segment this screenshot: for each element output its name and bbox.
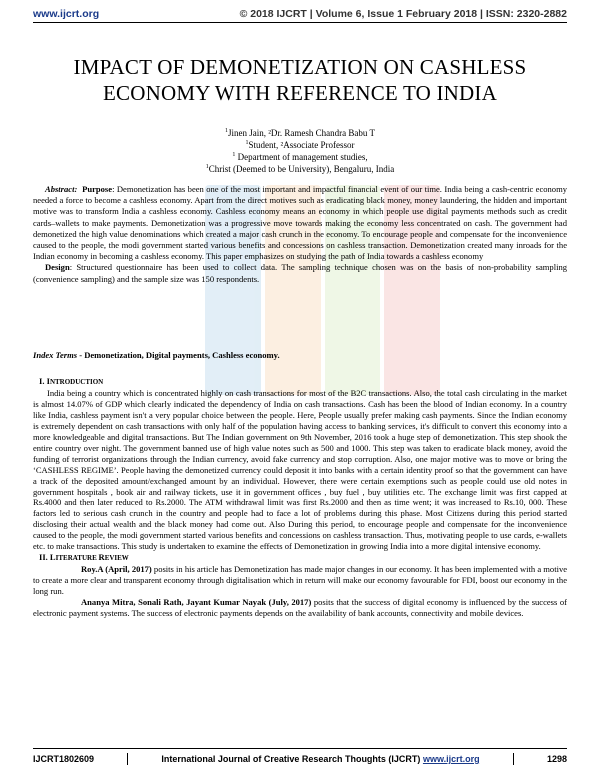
author-department: $^1$ Department of management studies, — [232, 152, 368, 162]
literature-paragraph-1: Roy.A (April, 2017) posits in his article has Demonetization has made major changes in our economy. It has been implemented with a motive to create a more clear and transparent economy through digitalisation which in return will make our economy favourable for FDI, boost our economy in the long run. — [33, 564, 568, 597]
header-site[interactable]: www.ijcrt.org — [33, 8, 100, 20]
literature-paragraph-2: Ananya Mitra, Sonali Rath, Jayant Kumar Nayak (July, 2017) posits that the success of digital economy is influenced by the success of electronic payment systems. The success of electronic payments depends on the availability of bank accounts, connectivity and mobile devices. — [33, 597, 567, 619]
footer-separator — [513, 753, 514, 765]
header-rule — [33, 22, 567, 23]
title-line-1: IMPACT OF DEMONETIZATION ON CASHLESS — [73, 55, 527, 79]
page-footer — [33, 752, 567, 766]
footer-url-link[interactable]: www.ijcrt.org — [422, 754, 480, 764]
title-line-2: ECONOMY WITH REFERENCE TO INDIA — [103, 81, 497, 105]
abstract-design: Design: Structured questionnaire has been used to collect data. The sampling technique chosen was on the basis of non-probability sampling (convenience sampling) and the sample size was 150 respondents. — [33, 262, 567, 284]
footer-journal: International Journal of Creative Research Thoughts (IJCRT) www.ijcrt.org — [161, 754, 480, 764]
footer-page-number: 1298 — [546, 754, 567, 764]
section-heading-introduction: I. INTRODUCTION — [39, 376, 104, 386]
introduction-paragraph: India being a country which is concentrated highly on cash transactions for most of the B2C transactions. Also, the total cash circulating in the market is almost 14.07% of GDP which clearly indicated the dependency of India on cash transactions. Cash has been the blood of Indian economy. In a country like India, cashless payment isn't a very popular choice between the people. Here, People usually prefer making cash payments. Since the Indian economy is extremely dependent on cash transactions with only half of the population having access to banking services, it's difficult to convert this economy into a more knowledgeable and digital transactions. But The Indian government on 9th November, 2016 took a huge step of demonetization. This step shook the entire country over night. The government banned use of high value notes such as 500 and 1000. This step was taken to eradicate black money, avoid the funding of terrorist organizations through the Indian currency, avoid fake currency and stop corruption. Also, one major motive was to move or bring the ‘CASHLESS REGIME’. People having the demonetized currency could deposit it into banks with a certain identity proof so that the government can have a track of the deposited amount/exchanged amount by an individual. However, there were certain exemptions such as people could use old notes in government hospitals , book air and railway tickets, use it in government offices , buy fuel , buy utilities etc. The exchange limit was first capped at Rs.4000 and then later reduced to Rs.2000. The ATM withdrawal limit was first Rs.2000 and then as time went; it was increased to Rs.10, 000. These factors led to serious cash crunch in the country and people had to face a lot of problems during this phase. Most Citizens during this period started disclosing their actual wealth and the black money had come out. Also During this period, to encourage people and compensate for the inconvenience caused to the people, the modi government started various benefits and concessions on cashless transaction. Thus, motivating people to use cards, e-wallets etc. to make transactions. This study is undertaken to examine the effects of Demonetization in growing India into a more digital intensive economy. — [33, 387, 567, 552]
index-terms: Index Terms - Demonetization, Digital payments, Cashless economy. — [33, 350, 280, 360]
header-issue-line: © 2018 IJCRT | Volume 6, Issue 1 February 2018 | ISSN: 2320-2882 — [239, 8, 567, 20]
footer-paper-code: IJCRT1802609 — [33, 754, 95, 764]
author-university: $^1$Christ (Deemed to be University), Bengaluru, India — [205, 164, 395, 174]
footer-separator — [127, 753, 128, 765]
paper-body — [33, 376, 567, 619]
footer-rule — [33, 748, 567, 749]
author-block — [33, 127, 567, 175]
author-roles: $^1$Student, ²Associate Professor — [245, 140, 355, 150]
abstract-purpose: Abstract: Purpose: Demonetization has been one of the most important and impactful financial event of our time. India being a cash-centric economy needed a force to become a cashless economy. Apart from the direct motives such as eradicating black money, money laundering, the hidden and important motive was to transform India a cashless economy. Cashless economy means an economy in which people use digital payments methods such as credit cards–wallets to make payments. Demonetization was a progressive move towards making the economy less concentrated on cash. The government had demonetized the high value denominations which created a major cash crunch in the economy. To encourage people and compensate for the inconvenience caused to the people, the modi government started various benefits and concessions on cashless transaction. Demonetization created many inroads for the Indian economy in becoming a cashless economy. This paper emphasizes on studying the path of India towards a cashless economy — [33, 184, 567, 262]
page-header — [33, 6, 567, 22]
abstract — [33, 184, 567, 285]
paper-title — [33, 54, 567, 106]
author-names: $^1$Jinen Jain, ²Dr. Ramesh Chandra Babu T — [224, 128, 375, 138]
section-heading-literature-review: II. LITERATURE REVIEW — [39, 552, 129, 563]
